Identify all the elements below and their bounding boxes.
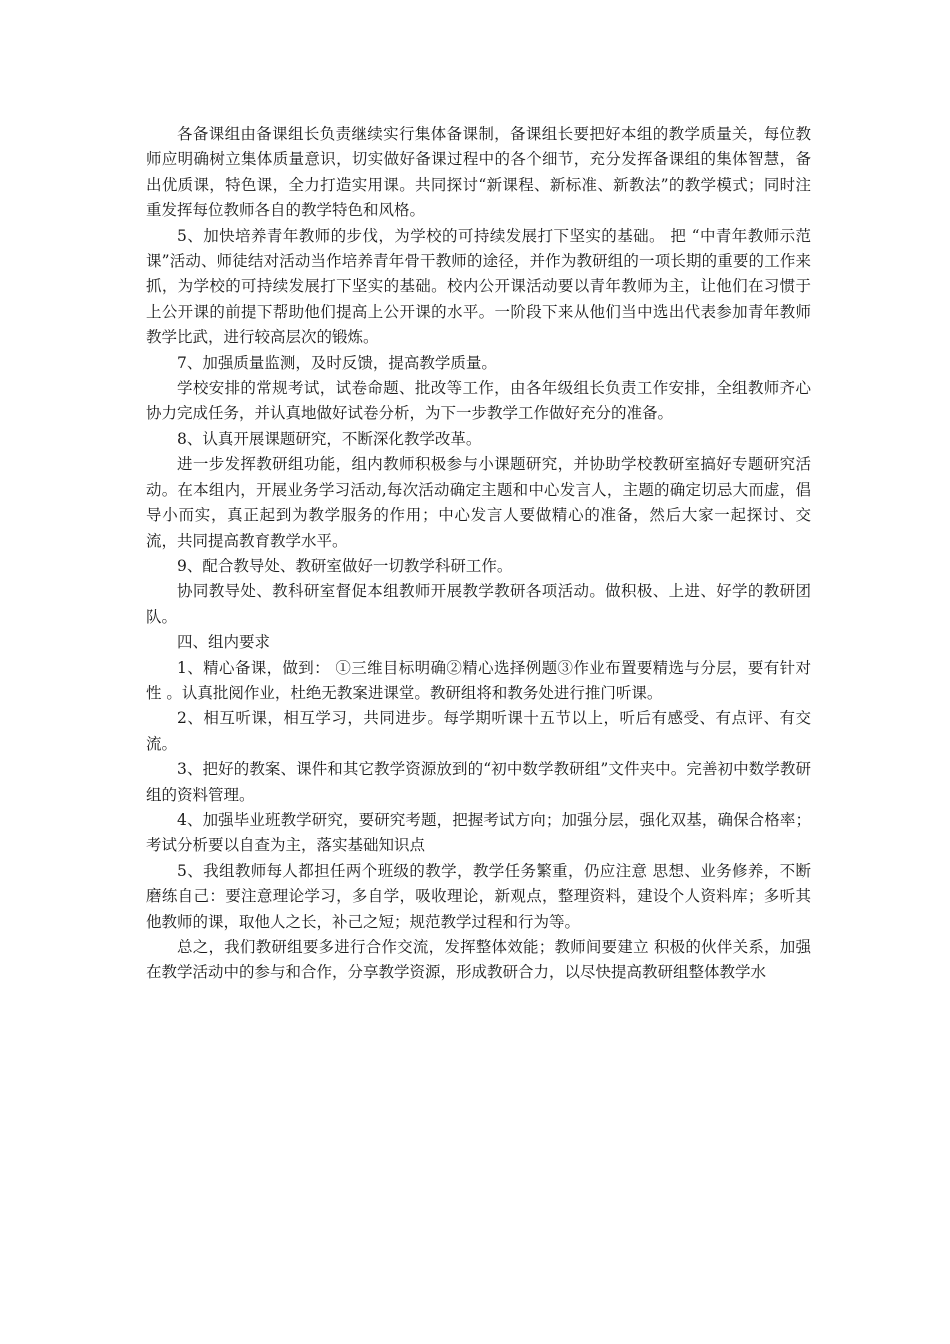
paragraph-item-9-heading: 9、配合教导处、教研室做好一切教学科研工作。 — [177, 556, 513, 575]
section-heading-requirements: 四、组内要求 — [177, 633, 271, 652]
paragraph-item-7-body: 学校安排的常规考试，试卷命题、批改等工作，由各年级组长负责工作安排，全组教师齐心协力完成任务，并认真地做好试卷分析，为下一步教学工作做好充分的准备。 — [146, 379, 811, 423]
paragraph-requirement-4: 4、加强毕业班教学研究，要研究考题，把握考试方向；加强分层，强化双基，确保合格率；考试分析要以自查为主，落实基础知识点 — [146, 810, 811, 855]
paragraph-item-7-heading: 7、加强质量监测，及时反馈，提高教学质量。 — [177, 353, 497, 372]
paragraph-item-8-heading: 8、认真开展课题研究，不断深化教学改革。 — [177, 429, 482, 448]
paragraph-requirement-5: 5、我组教师每人都担任两个班级的教学，教学任务繁重，仍应注意 思想、业务修养，不断磨练自己：要注意理论学习，多自学，吸收理论，新观点，整理资料，建设个人资料库；多听其他教师的课，取他人之长，补己之短；规范教学过程和行为等。 — [146, 861, 811, 931]
paragraph-requirement-2: 2、相互听课，相互学习，共同进步。每学期听课十五节以上，听后有感受、有点评、有交流。 — [146, 709, 811, 753]
paragraph-requirement-3: 3、把好的教案、课件和其它教学资源放到的“初中数学教研组”文件夹中。完善初中数学教研组的资料管理。 — [146, 760, 811, 804]
paragraph-lesson-prep-groups: 各备课组由备课组长负责继续实行集体备课制，备课组长要把好本组的教学质量关，每位教师应明确树立集体质量意识，切实做好备课过程中的各个细节，充分发挥备课组的集体智慧，备出优质课，特色课，全力打造实用课。共同探讨“新课程、新标准、新教法”的教学模式；同时注重发挥每位教师各自的教学特色和风格。 — [146, 125, 811, 220]
paragraph-requirement-1: 1、精心备课，做到： ①三维目标明确②精心选择例题③作业布置要精选与分层，要有针对性 。认真批阅作业，杜绝无教案进课堂。教研组将和教务处进行推门听课。 — [146, 658, 811, 702]
paragraph-summary: 总之，我们教研组要多进行合作交流，发挥整体效能；教师间要建立 积极的伙伴关系，加强在教学活动中的参与和合作，分享教学资源，形成教研合力，以尽快提高教研组整体教学水 — [146, 938, 811, 982]
paragraph-item-9-body: 协同教导处、教科研室督促本组教师开展教学教研各项活动。做积极、上进、好学的教研团队。 — [146, 582, 811, 626]
paragraph-item-5-young-teachers: 5、加快培养青年教师的步伐，为学校的可持续发展打下坚实的基础。 把 “中青年教师示范课”活动、师徒结对活动当作培养青年骨干教师的途径，并作为教研组的一项长期的重要的工作来抓，为学校的可持续发展打下坚实的基础。校内公开课活动要以青年教师为主，让他们在习惯于上公开课的前提下帮助他们提高上公开课的水平。一阶段下来从他们当中选出代表参加青年教师教学比武，进行较高层次的锻炼。 — [146, 226, 811, 347]
document-body — [146, 122, 811, 986]
paragraph-item-8-body: 进一步发挥教研组功能，组内教师积极参与小课题研究，并协助学校教研室搞好专题研究活动。在本组内，开展业务学习活动,每次活动确定主题和中心发言人，主题的确定切忌大而虚，倡导小而实，真正起到为教学服务的作用；中心发言人要做精心的准备，然后大家一起探讨、交流，共同提高教育教学水平。 — [146, 455, 811, 550]
